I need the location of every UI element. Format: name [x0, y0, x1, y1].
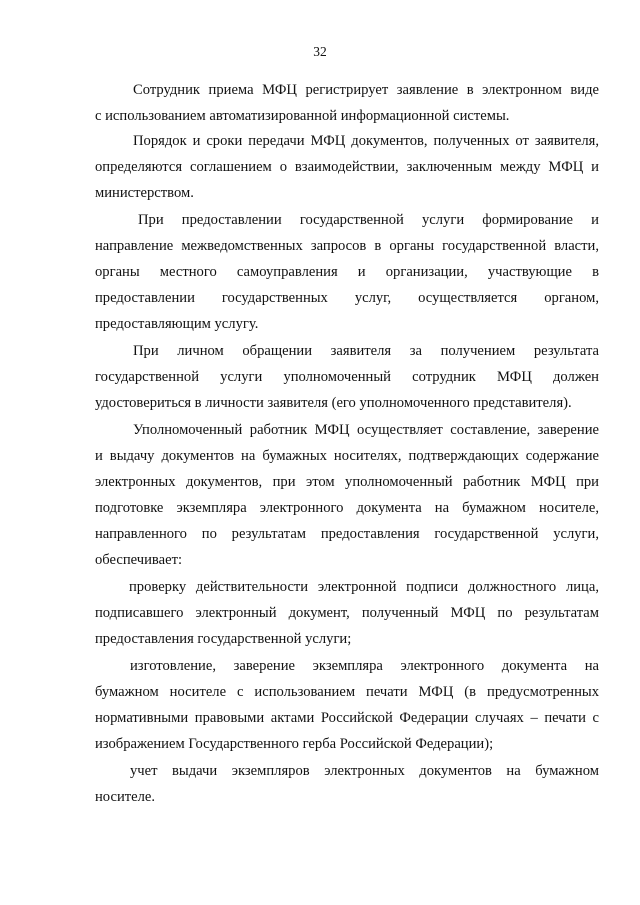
- paragraph-line: предоставляющим услугу.: [95, 316, 259, 332]
- paragraph-line: подписавшего электронный документ, полученный МФЦ по результатам: [95, 605, 599, 621]
- paragraph-line: учет выдачи экземпляров электронных документов на бумажном: [130, 763, 599, 779]
- paragraph-line: с использованием автоматизированной информационной системы.: [95, 108, 510, 124]
- paragraph-line: Уполномоченный работник МФЦ осуществляет составление, заверение: [133, 422, 599, 438]
- paragraph-line: предоставления государственной услуги;: [95, 631, 352, 647]
- paragraph-line: изображением Государственного герба Российской Федерации);: [95, 736, 494, 752]
- paragraph-line: подготовке экземпляра электронного документа на бумажном носителе,: [95, 500, 599, 516]
- paragraph-line: носителе.: [95, 789, 156, 805]
- paragraph-line: государственной услуги уполномоченный сотрудник МФЦ должен: [95, 369, 599, 385]
- paragraph-line: Порядок и сроки передачи МФЦ документов, полученных от заявителя,: [133, 133, 599, 149]
- paragraph-line: изготовление, заверение экземпляра электронного документа на: [130, 658, 599, 674]
- paragraph-line: электронных документов, при этом уполномоченный работник МФЦ при: [95, 474, 599, 490]
- paragraph-line: обеспечивает:: [95, 552, 183, 568]
- paragraph-line: При предоставлении государственной услуги формирование и: [138, 212, 599, 228]
- page-number: 32: [313, 44, 327, 59]
- paragraph-line: бумажном носителе с использованием печати МФЦ (в предусмотренных: [95, 684, 599, 700]
- paragraph-line: направленного по результатам предоставления государственной услуги,: [95, 526, 599, 542]
- paragraph-line: При личном обращении заявителя за получением результата: [133, 343, 599, 359]
- paragraph-line: органы местного самоуправления и организации, участвующие в: [95, 264, 599, 280]
- paragraph-line: предоставлении государственных услуг, осуществляется органом,: [95, 290, 599, 306]
- paragraph-line: проверку действительности электронной подписи должностного лица,: [129, 579, 599, 595]
- paragraph-line: направление межведомственных запросов в органы государственной власти,: [95, 238, 599, 254]
- paragraph-line: удостовериться в личности заявителя (его уполномоченного представителя).: [95, 395, 572, 411]
- paragraph-line: и выдачу документов на бумажных носителях, подтверждающих содержание: [95, 448, 599, 464]
- paragraph-line: нормативными правовыми актами Российской Федерации случаях – печати с: [95, 710, 599, 726]
- paragraph-line: Сотрудник приема МФЦ регистрирует заявление в электронном виде: [133, 82, 599, 98]
- paragraph-line: министерством.: [95, 185, 194, 201]
- paragraph-line: определяются соглашением о взаимодействии, заключенным между МФЦ и: [95, 159, 599, 175]
